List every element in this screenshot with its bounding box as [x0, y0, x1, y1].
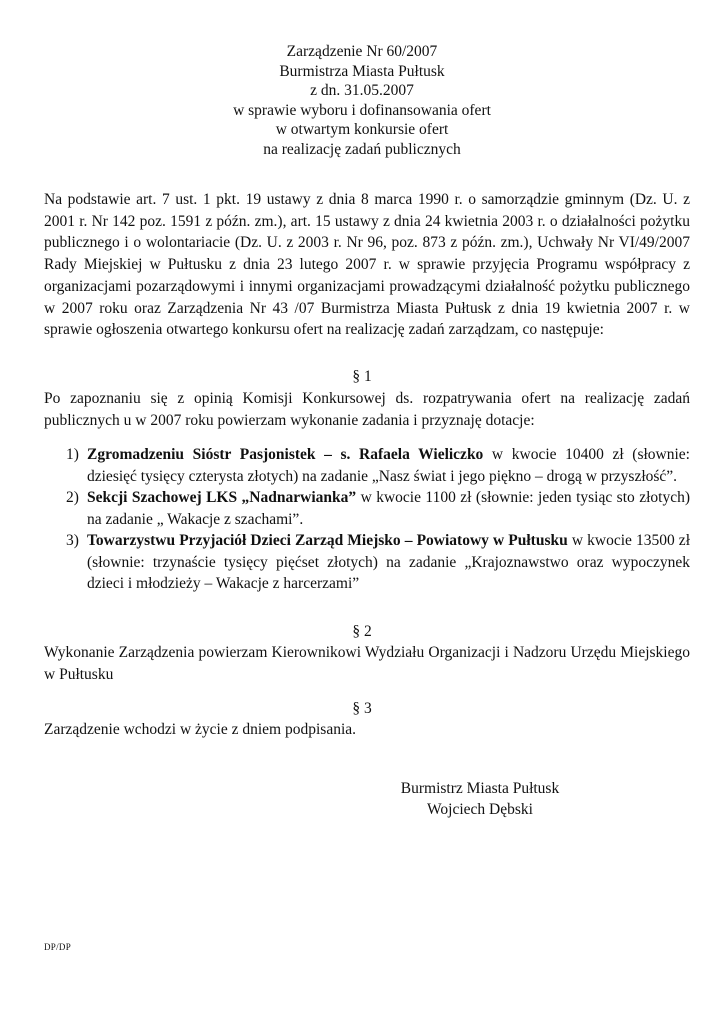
- signature-name: Wojciech Dębski: [427, 801, 533, 818]
- header-subject-2: w otwartym konkursie ofert: [275, 121, 449, 138]
- recipient-name: Towarzystwu Przyjaciół Dzieci Zarząd Miejsko – Powiatowy w Pułtusku: [87, 532, 568, 549]
- header-issuer: Burmistrza Miasta Pułtusk: [279, 62, 445, 80]
- section-1-title: § 1: [352, 368, 372, 385]
- preamble-paragraph: Na podstawie art. 7 ust. 1 pkt. 19 ustawy z dnia 8 marca 1990 r. o samorządzie gminnym (Dz. U. z 2001 r. Nr 142 poz. 1591 z późn. zm.), art. 15 ustawy z dnia 24 kwietnia 2003 r. o działalności pożytku publicznego i o wolontariacie (Dz. U. z 2003 r. Nr 96, poz. 873 z późn. zm.), Uchwały Nr VI/49/2007 Rady Miejskiej w Pułtusku z dnia 23 lutego 2007 r. w sprawie przyjęcia Programu współpracy z organizacjami pozarządowymi i innymi organizacjami prowadzącymi działalność pożytku publicznego w 2007 roku oraz Zarządzenia Nr 43 /07 Burmistrza Miasta Pułtusk z dnia 19 kwietnia 2007 r. w sprawie ogłoszenia otwartego konkursu ofert na realizację zadań zarządzam, co następuje:: [44, 191, 690, 339]
- footer-initials: DP/DP: [44, 942, 72, 952]
- header-subject-3: na realizację zadań publicznych: [263, 140, 461, 158]
- signature-title: Burmistrz Miasta Pułtusk: [400, 780, 560, 797]
- header-subject-1: w sprawie wyboru i dofinansowania ofert: [233, 101, 491, 119]
- list-item: [44, 444, 690, 487]
- grant-list: [44, 444, 690, 595]
- grant-details: w kwocie 10400 zł (słownie: dziesięć tysięcy czterysta złotych) na zadanie „Nasz świat i jego piękno – drogą w przyszłość”.: [87, 446, 690, 485]
- signature-block: [340, 778, 620, 820]
- section-1-intro: Po zapoznaniu się z opinią Komisji Konkursowej ds. rozpatrywania ofert na realizację zadań publicznych u w 2007 roku powierzam wykonanie zadania i przyznaję dotacje:: [44, 390, 690, 429]
- header-title: Zarządzenie Nr 60/2007: [286, 43, 438, 60]
- list-item: [44, 530, 690, 595]
- section-3-text: Zarządzenie wchodzi w życie z dniem podpisania.: [44, 721, 357, 738]
- section-3-title: § 3: [352, 700, 372, 717]
- document-header: [0, 42, 724, 159]
- grant-details: w kwocie 1100 zł (słownie: jeden tysiąc sto złotych) na zadanie „ Wakacje z szachami”.: [87, 489, 690, 528]
- grant-details: w kwocie 13500 zł (słownie: trzynaście tysięcy pięćset złotych) na zadanie „Krajoznawstwo oraz wypoczynek dzieci i młodzieży – Wakacje z harcerzami”: [87, 532, 690, 592]
- list-item-number: 1): [66, 446, 79, 463]
- section-2-text: Wykonanie Zarządzenia powierzam Kierownikowi Wydziału Organizacji i Nadzoru Urzędu Miejskiego w Pułtusku: [44, 644, 690, 683]
- recipient-name: Zgromadzeniu Sióstr Pasjonistek – s. Rafaela Wieliczko: [87, 446, 484, 463]
- list-item: [44, 487, 690, 530]
- recipient-name: Sekcji Szachowej LKS „Nadnarwianka”: [87, 489, 357, 506]
- section-2-title: § 2: [352, 623, 372, 640]
- header-date: z dn. 31.05.2007: [310, 82, 414, 99]
- list-item-number: 2): [66, 489, 79, 506]
- list-item-number: 3): [66, 532, 79, 549]
